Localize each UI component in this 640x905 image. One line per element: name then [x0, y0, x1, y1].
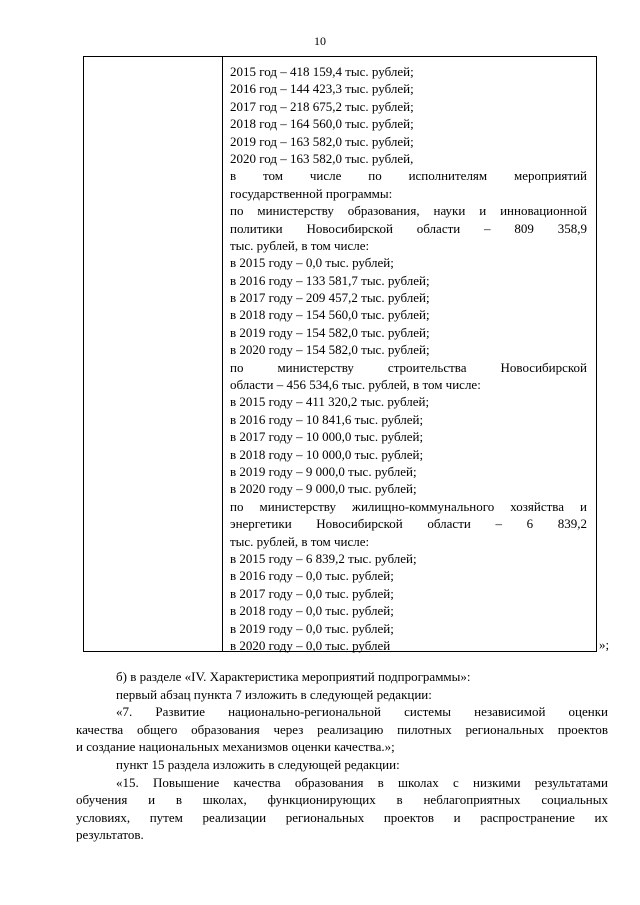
- table-text-line: в 2015 году – 6 839,2 тыс. рублей;: [230, 550, 417, 566]
- table-text-line: в 2015 году – 0,0 тыс. рублей;: [230, 255, 394, 271]
- table-right-cell: [230, 63, 587, 654]
- table-text-line: 2016 год – 144 423,3 тыс. рублей;: [230, 81, 414, 97]
- table-text-line: государственной программы:: [230, 185, 393, 201]
- table-text-line: по министерству образования, науки и инновационной: [230, 203, 587, 219]
- table-text-line: в 2020 году – 154 582,0 тыс. рублей;: [230, 342, 430, 358]
- table-text-line: в 2018 году – 0,0 тыс. рублей;: [230, 603, 394, 619]
- table-text-line: в 2019 году – 154 582,0 тыс. рублей;: [230, 324, 430, 340]
- funding-table: [83, 56, 597, 652]
- table-text-line: 2017 год – 218 675,2 тыс. рублей;: [230, 98, 414, 114]
- table-text-line: 2020 год – 163 582,0 тыс. рублей,: [230, 150, 414, 166]
- table-text-line: 2018 год – 164 560,0 тыс. рублей;: [230, 116, 414, 132]
- closing-quote: »;: [599, 637, 610, 652]
- table-text-line: тыс. рублей, в том числе:: [230, 237, 370, 253]
- table-text-line: по министерству жилищно-коммунального хозяйства и: [230, 498, 587, 514]
- table-text-line: энергетики Новосибирской области – 6 839,2: [230, 516, 587, 532]
- table-text-line: в 2016 году – 0,0 тыс. рублей;: [230, 568, 394, 584]
- paragraph-line: обучения и в школах, функционирующих в неблагоприятных социальных: [76, 792, 608, 808]
- table-text-line: в 2016 году – 10 841,6 тыс. рублей;: [230, 411, 424, 427]
- table-text-line: в 2017 году – 0,0 тыс. рублей;: [230, 585, 394, 601]
- table-text-line: 2015 год – 418 159,4 тыс. рублей;: [230, 64, 414, 79]
- table-left-cell: [84, 57, 223, 651]
- amendment-text: [76, 668, 608, 844]
- paragraph-line: «7. Развитие национально-региональной системы независимой оценки: [116, 704, 608, 720]
- paragraph-line: пункт 15 раздела изложить в следующей редакции:: [116, 756, 400, 772]
- paragraph-line: первый абзац пункта 7 изложить в следующей редакции:: [116, 686, 432, 702]
- paragraph-line: качества общего образования через реализацию пилотных региональных проектов: [76, 721, 608, 737]
- table-text-line: в 2016 году – 133 581,7 тыс. рублей;: [230, 272, 430, 288]
- paragraph-line: б) в разделе «IV. Характеристика мероприятий подпрограммы»:: [116, 669, 471, 684]
- paragraph-line: и создание национальных механизмов оценки качества.»;: [76, 739, 395, 755]
- table-text-line: по министерству строительства Новосибирской: [230, 359, 587, 375]
- table-text-line: области – 456 534,6 тыс. рублей, в том числе:: [230, 377, 481, 393]
- table-text-line: в 2020 году – 9 000,0 тыс. рублей;: [230, 481, 417, 497]
- table-text-line: в 2019 году – 0,0 тыс. рублей;: [230, 620, 394, 636]
- table-text-line: в 2018 году – 154 560,0 тыс. рублей;: [230, 307, 430, 323]
- table-text-line: в 2017 году – 209 457,2 тыс. рублей;: [230, 290, 430, 306]
- paragraph-line: «15. Повышение качества образования в школах с низкими результатами: [116, 774, 608, 790]
- page-number: 10: [314, 34, 326, 48]
- paragraph-line: результатов.: [76, 827, 144, 843]
- table-text-line: в 2020 году – 0,0 тыс. рублей: [230, 637, 391, 653]
- table-text-line: 2019 год – 163 582,0 тыс. рублей;: [230, 133, 414, 149]
- table-text-line: в 2015 году – 411 320,2 тыс. рублей;: [230, 394, 430, 410]
- table-text-line: в 2019 году – 9 000,0 тыс. рублей;: [230, 463, 417, 479]
- paragraph-line: условиях, путем реализации региональных проектов и распространение их: [76, 809, 608, 825]
- table-text-line: в том числе по исполнителям мероприятий: [230, 168, 587, 184]
- table-text-line: тыс. рублей, в том числе:: [230, 533, 370, 549]
- table-text-line: политики Новосибирской области – 809 358,9: [230, 220, 587, 236]
- table-text-line: в 2017 году – 10 000,0 тыс. рублей;: [230, 429, 424, 445]
- table-text-line: в 2018 году – 10 000,0 тыс. рублей;: [230, 446, 424, 462]
